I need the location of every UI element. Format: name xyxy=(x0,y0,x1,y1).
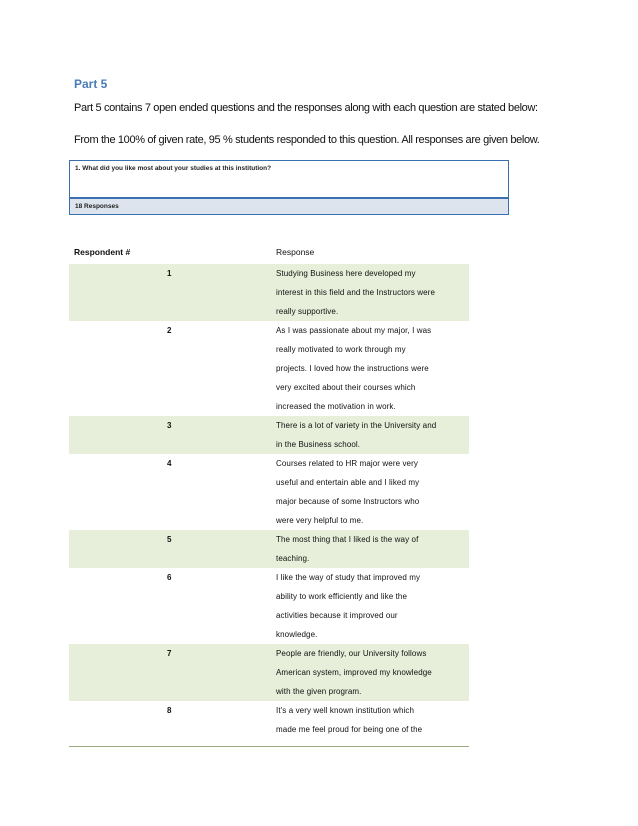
responses-count: 18 Responses xyxy=(75,203,119,210)
respondent-number: 2 xyxy=(167,326,172,335)
response-line: I like the way of study that improved my xyxy=(276,573,421,582)
part-title: Part 5 xyxy=(74,77,108,91)
question-text: 1. What did you like most about your studies at this institution? xyxy=(75,165,272,172)
table-row xyxy=(69,568,469,644)
table-row xyxy=(69,416,469,454)
table-bottom-rule xyxy=(69,746,469,747)
intro-line-1: Part 5 contains 7 open ended questions and the responses along with each question are stated below: xyxy=(74,102,538,114)
response-cell xyxy=(276,454,468,530)
table-row xyxy=(69,644,469,701)
response-cell xyxy=(276,568,468,644)
header-response: Response xyxy=(276,247,315,257)
responses-table xyxy=(69,243,469,739)
table-row xyxy=(69,264,469,321)
response-line: in the Business school. xyxy=(276,440,361,449)
header-respondent: Respondent # xyxy=(74,247,131,257)
response-cell xyxy=(276,644,468,701)
respondent-number: 8 xyxy=(167,706,172,715)
response-line: major because of some Instructors who xyxy=(276,497,420,506)
responses-count-box xyxy=(69,198,509,215)
respondent-number: 5 xyxy=(167,535,172,544)
response-line: really supportive. xyxy=(276,307,339,316)
response-line: activities because it improved our xyxy=(276,611,398,620)
response-cell xyxy=(276,701,468,739)
response-line: There is a lot of variety in the University and xyxy=(276,421,437,430)
table-row xyxy=(69,701,469,739)
respondent-number: 4 xyxy=(167,459,172,468)
response-line: As I was passionate about my major, I was xyxy=(276,326,432,335)
response-cell xyxy=(276,321,468,416)
response-line: with the given program. xyxy=(276,687,362,696)
response-line: knowledge. xyxy=(276,630,318,639)
response-line: made me feel proud for being one of the xyxy=(276,725,423,734)
response-cell xyxy=(276,264,468,321)
response-line: ability to work efficiently and like the xyxy=(276,592,408,601)
question-box xyxy=(69,160,509,198)
response-line: very excited about their courses which xyxy=(276,383,416,392)
response-cell xyxy=(276,416,468,454)
table-header xyxy=(69,243,469,264)
table-row xyxy=(69,454,469,530)
table-row xyxy=(69,530,469,568)
respondent-number: 3 xyxy=(167,421,172,430)
response-line: Courses related to HR major were very xyxy=(276,459,418,468)
respondent-number: 7 xyxy=(167,649,172,658)
response-line: were very helpful to me. xyxy=(276,516,364,525)
response-line: increased the motivation in work. xyxy=(276,402,396,411)
response-line: teaching. xyxy=(276,554,310,563)
response-line: Studying Business here developed my xyxy=(276,269,416,278)
response-cell xyxy=(276,530,468,568)
response-line: The most thing that I liked is the way of xyxy=(276,535,419,544)
respondent-number: 1 xyxy=(167,269,172,278)
response-line: projects. I loved how the instructions were xyxy=(276,364,429,373)
response-line: People are friendly, our University follows xyxy=(276,649,427,658)
response-line: American system, improved my knowledge xyxy=(276,668,432,677)
table-body xyxy=(69,264,469,739)
response-line: really motivated to work through my xyxy=(276,345,406,354)
response-line: useful and entertain able and I liked my xyxy=(276,478,420,487)
intro-line-2: From the 100% of given rate, 95 % students responded to this question. All responses are given below. xyxy=(74,134,540,146)
response-line: interest in this field and the Instructors were xyxy=(276,288,435,297)
respondent-number: 6 xyxy=(167,573,172,582)
response-line: It's a very well known institution which xyxy=(276,706,415,715)
table-row xyxy=(69,321,469,416)
